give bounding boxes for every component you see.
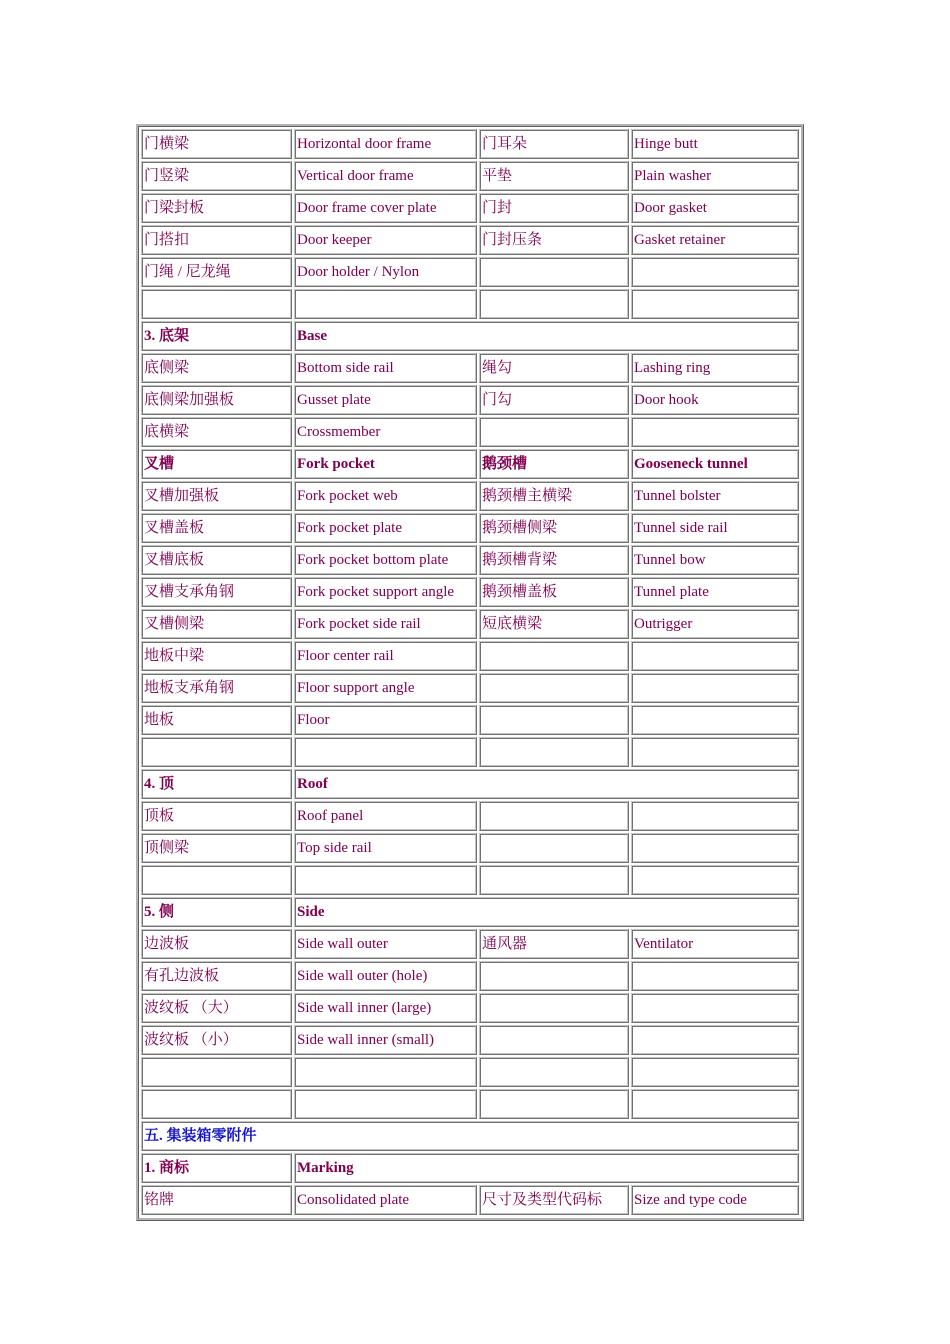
table-cell — [631, 705, 799, 735]
table-cell: 4. 顶 — [141, 769, 292, 799]
table-cell — [141, 1089, 292, 1119]
table-cell: Lashing ring — [631, 353, 799, 383]
table-row — [141, 1057, 799, 1087]
table-cell: Tunnel bolster — [631, 481, 799, 511]
table-cell: Size and type code — [631, 1185, 799, 1215]
table-row — [141, 993, 799, 1023]
table-row — [141, 801, 799, 831]
table-cell: 叉槽 — [141, 449, 292, 479]
table-row — [141, 705, 799, 735]
table-cell: Gusset plate — [294, 385, 477, 415]
table-cell: Hinge butt — [631, 129, 799, 159]
table-cell: 门封 — [479, 193, 629, 223]
table-cell: Base — [294, 321, 799, 351]
table-cell — [631, 737, 799, 767]
table-row — [141, 321, 799, 351]
table-cell: 鹅颈槽侧梁 — [479, 513, 629, 543]
table-cell: 叉槽盖板 — [141, 513, 292, 543]
table-cell — [479, 1089, 629, 1119]
table-cell: Fork pocket bottom plate — [294, 545, 477, 575]
table-cell: 顶侧梁 — [141, 833, 292, 863]
table-cell: 门搭扣 — [141, 225, 292, 255]
table-cell: 门横梁 — [141, 129, 292, 159]
table-cell: 地板 — [141, 705, 292, 735]
table-row — [141, 161, 799, 191]
table-row — [141, 385, 799, 415]
table-cell: Roof — [294, 769, 799, 799]
table-cell: 波纹板 （小） — [141, 1025, 292, 1055]
table-cell: 鹅颈槽盖板 — [479, 577, 629, 607]
table-cell: Side wall outer — [294, 929, 477, 959]
table-cell: 门勾 — [479, 385, 629, 415]
table-cell: 叉槽支承角钢 — [141, 577, 292, 607]
table-row — [141, 929, 799, 959]
table-cell: Roof panel — [294, 801, 477, 831]
table-cell — [294, 865, 477, 895]
table-row — [141, 673, 799, 703]
table-cell: Door frame cover plate — [294, 193, 477, 223]
glossary-table — [136, 124, 804, 1221]
table-cell: 五. 集装箱零附件 — [141, 1121, 799, 1151]
table-cell: 有孔边波板 — [141, 961, 292, 991]
table-row — [141, 289, 799, 319]
table-cell: Door hook — [631, 385, 799, 415]
table-cell — [479, 705, 629, 735]
table-cell — [479, 833, 629, 863]
table-cell: 底横梁 — [141, 417, 292, 447]
table-cell — [631, 961, 799, 991]
table-cell: 门封压条 — [479, 225, 629, 255]
table-row — [141, 737, 799, 767]
table-row — [141, 545, 799, 575]
table-cell — [479, 673, 629, 703]
table-row — [141, 865, 799, 895]
table-cell — [631, 801, 799, 831]
table-cell — [479, 865, 629, 895]
table-row — [141, 833, 799, 863]
table-cell: Crossmember — [294, 417, 477, 447]
table-cell — [141, 865, 292, 895]
table-cell — [479, 417, 629, 447]
table-row — [141, 513, 799, 543]
table-cell: Plain washer — [631, 161, 799, 191]
table-cell: 1. 商标 — [141, 1153, 292, 1183]
table-cell: Outrigger — [631, 609, 799, 639]
table-cell: 波纹板 （大） — [141, 993, 292, 1023]
table-cell — [631, 257, 799, 287]
table-cell: 地板中梁 — [141, 641, 292, 671]
table-cell — [294, 737, 477, 767]
table-cell — [479, 641, 629, 671]
table-cell: Side wall inner (large) — [294, 993, 477, 1023]
table-cell: 门梁封板 — [141, 193, 292, 223]
table-cell: Fork pocket web — [294, 481, 477, 511]
table-cell: 叉槽侧梁 — [141, 609, 292, 639]
table-cell: Gasket retainer — [631, 225, 799, 255]
table-cell — [631, 289, 799, 319]
table-cell: Door holder / Nylon — [294, 257, 477, 287]
table-cell — [479, 1025, 629, 1055]
table-cell — [631, 673, 799, 703]
table-cell: 叉槽加强板 — [141, 481, 292, 511]
table-cell: 平垫 — [479, 161, 629, 191]
table-cell: 叉槽底板 — [141, 545, 292, 575]
table-cell: Vertical door frame — [294, 161, 477, 191]
table-row — [141, 225, 799, 255]
table-cell: 铭牌 — [141, 1185, 292, 1215]
table-cell — [479, 737, 629, 767]
table-row — [141, 1025, 799, 1055]
table-cell — [294, 1089, 477, 1119]
table-cell: Consolidated plate — [294, 1185, 477, 1215]
table-row — [141, 609, 799, 639]
table-cell: Horizontal door frame — [294, 129, 477, 159]
table-row — [141, 449, 799, 479]
table-cell: Tunnel plate — [631, 577, 799, 607]
table-cell — [479, 801, 629, 831]
table-row — [141, 481, 799, 511]
table-cell: Side — [294, 897, 799, 927]
table-cell — [141, 737, 292, 767]
table-cell: Ventilator — [631, 929, 799, 959]
table-cell — [631, 1089, 799, 1119]
table-row — [141, 1089, 799, 1119]
table-cell: 短底横梁 — [479, 609, 629, 639]
table-cell — [294, 1057, 477, 1087]
table-row — [141, 577, 799, 607]
table-cell: 底侧梁加强板 — [141, 385, 292, 415]
table-cell: Door gasket — [631, 193, 799, 223]
table-cell — [479, 257, 629, 287]
table-row — [141, 193, 799, 223]
table-cell: 门耳朵 — [479, 129, 629, 159]
table-row — [141, 417, 799, 447]
table-cell — [631, 993, 799, 1023]
table-cell — [141, 289, 292, 319]
table-row — [141, 257, 799, 287]
table-cell — [479, 289, 629, 319]
table-cell: 边波板 — [141, 929, 292, 959]
table-cell — [631, 865, 799, 895]
table-cell — [631, 1025, 799, 1055]
table-cell: Door keeper — [294, 225, 477, 255]
table-cell — [631, 641, 799, 671]
table-cell: 底侧梁 — [141, 353, 292, 383]
table-cell — [141, 1057, 292, 1087]
table-row — [141, 1121, 799, 1151]
table-cell: Fork pocket support angle — [294, 577, 477, 607]
table-cell — [294, 289, 477, 319]
table-cell: 鹅颈槽背梁 — [479, 545, 629, 575]
table-cell: 3. 底架 — [141, 321, 292, 351]
table-row — [141, 897, 799, 927]
table-cell: 尺寸及类型代码标 — [479, 1185, 629, 1215]
table-cell — [631, 1057, 799, 1087]
table-cell: Floor — [294, 705, 477, 735]
table-row — [141, 353, 799, 383]
table-cell — [479, 961, 629, 991]
table-row — [141, 769, 799, 799]
table-cell — [479, 993, 629, 1023]
table-cell — [631, 833, 799, 863]
table-cell: Fork pocket side rail — [294, 609, 477, 639]
table-cell: 门绳 / 尼龙绳 — [141, 257, 292, 287]
table-row — [141, 129, 799, 159]
table-cell: Floor support angle — [294, 673, 477, 703]
table-cell: 绳勾 — [479, 353, 629, 383]
table-cell: 顶板 — [141, 801, 292, 831]
table-row — [141, 961, 799, 991]
table-cell: 通风器 — [479, 929, 629, 959]
table-cell: Gooseneck tunnel — [631, 449, 799, 479]
table-cell: 鹅颈槽主横梁 — [479, 481, 629, 511]
table-cell — [631, 417, 799, 447]
table-cell: Bottom side rail — [294, 353, 477, 383]
table-row — [141, 1153, 799, 1183]
table-cell: Fork pocket — [294, 449, 477, 479]
table-row — [141, 1185, 799, 1215]
table-cell: Fork pocket plate — [294, 513, 477, 543]
table-cell: Top side rail — [294, 833, 477, 863]
table-cell: Floor center rail — [294, 641, 477, 671]
table-cell: 鹅颈槽 — [479, 449, 629, 479]
table-cell: Side wall outer (hole) — [294, 961, 477, 991]
table-cell: Side wall inner (small) — [294, 1025, 477, 1055]
table-cell: Tunnel bow — [631, 545, 799, 575]
table-cell: Marking — [294, 1153, 799, 1183]
table-cell: 门竖梁 — [141, 161, 292, 191]
table-cell: Tunnel side rail — [631, 513, 799, 543]
table-cell — [479, 1057, 629, 1087]
table-row — [141, 641, 799, 671]
table-cell: 地板支承角钢 — [141, 673, 292, 703]
table-cell: 5. 侧 — [141, 897, 292, 927]
